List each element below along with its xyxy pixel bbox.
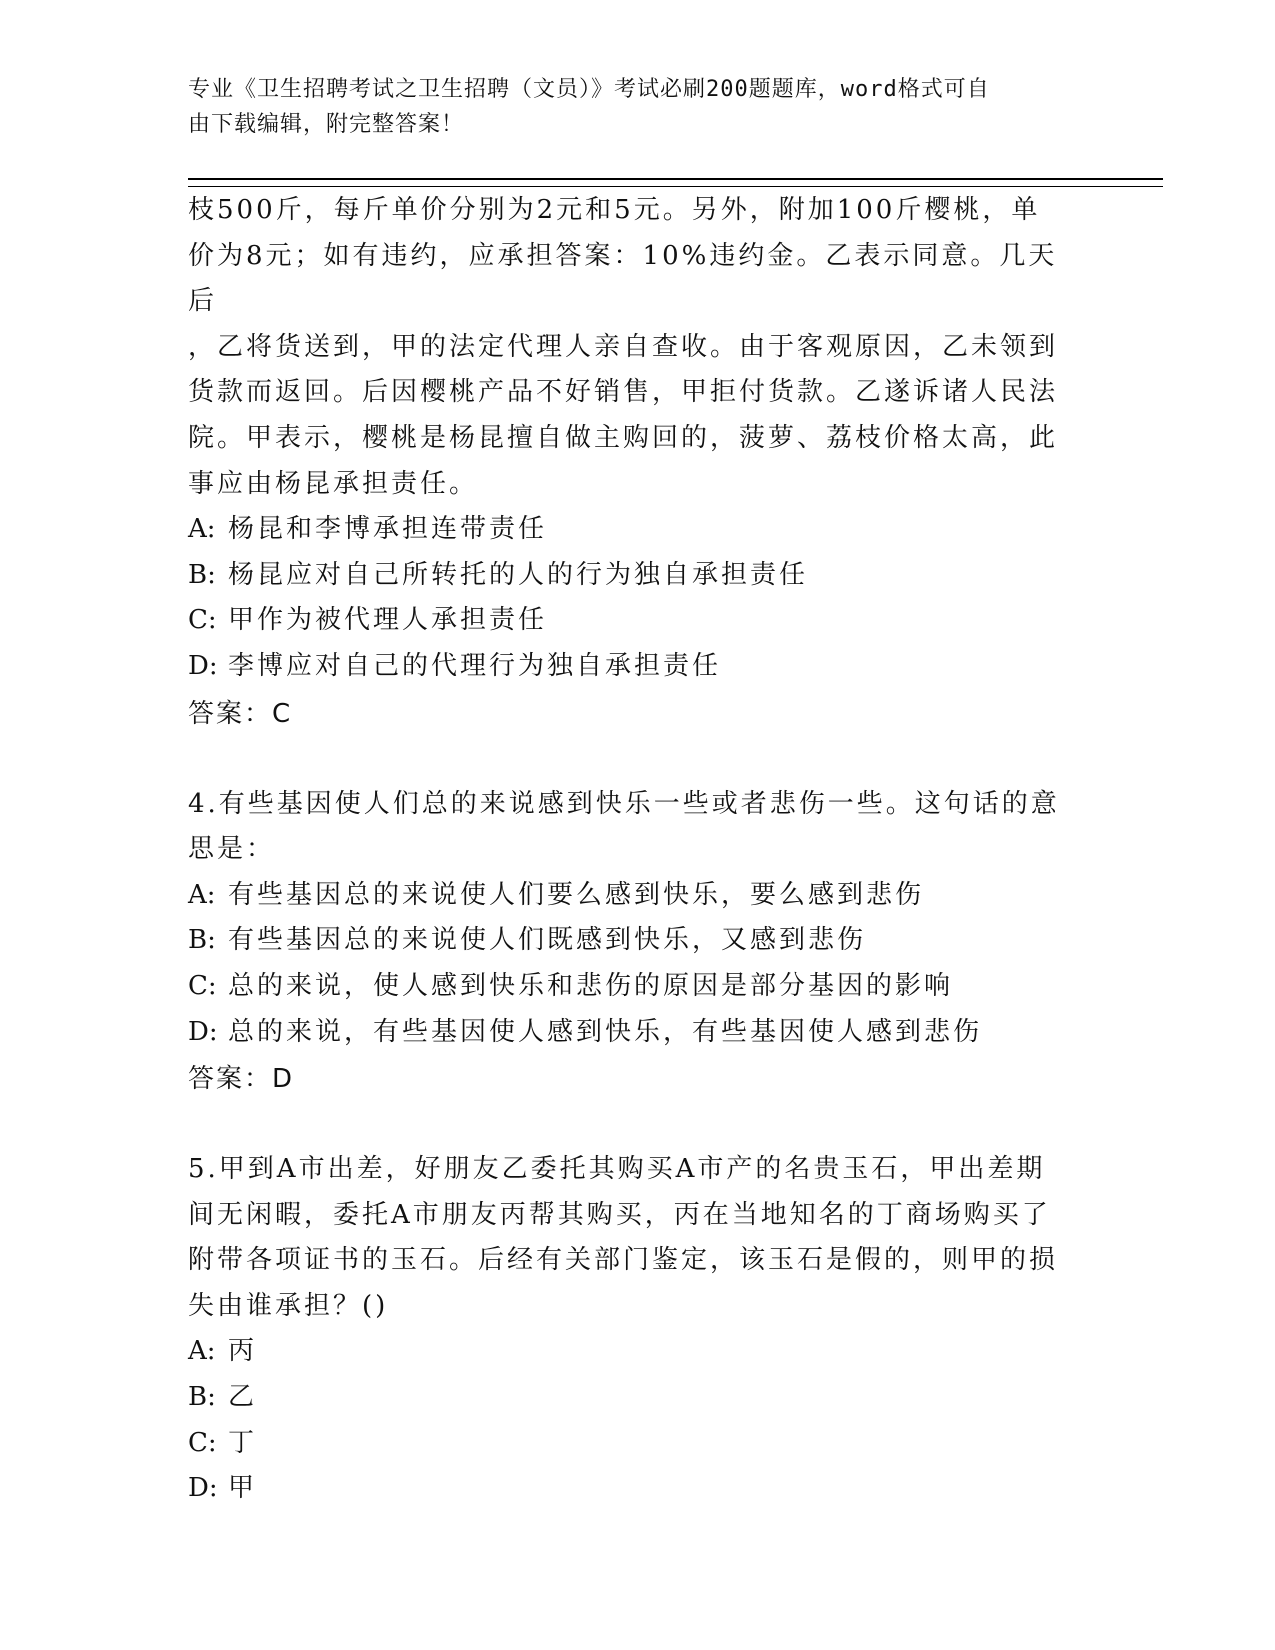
option-text: 有些基因总的来说使人们既感到快乐，又感到悲伤 [228, 925, 867, 956]
option-a [188, 1329, 1068, 1375]
option-text: 总的来说，使人感到快乐和悲伤的原因是部分基因的影响 [228, 970, 954, 1001]
option-text: 甲作为被代理人承担责任 [228, 605, 548, 636]
option-letter: C: [188, 970, 217, 1001]
answer-line: 答案：D [188, 1064, 295, 1095]
option-c [188, 598, 1068, 644]
option-letter: B: [188, 925, 216, 956]
question-4 [188, 782, 1068, 1104]
question-line: ，乙将货送到，甲的法定代理人亲自查收。由于客观原因，乙未领到 [188, 331, 1059, 362]
option-b [188, 1375, 1068, 1421]
option-letter: A: [188, 879, 216, 910]
option-letter: D: [188, 1016, 218, 1047]
option-letter: B: [188, 1382, 216, 1413]
question-line: 思是： [188, 834, 276, 865]
option-text: 丙 [228, 1336, 258, 1367]
option-c [188, 1421, 1068, 1467]
question-3 [188, 188, 1068, 738]
header-line-1: 专业《卫生招聘考试之卫生招聘（文员）》考试必刷200题题库，word格式可自 [188, 77, 990, 102]
question-line: 枝500斤，每斤单价分别为2元和5元。另外，附加100斤樱桃，单 [188, 195, 1041, 225]
answer-line: 答案：C [188, 698, 293, 729]
option-d [188, 1010, 1068, 1056]
option-letter: D: [188, 650, 218, 681]
question-line: 失由谁承担？() [188, 1290, 389, 1321]
option-text: 总的来说，有些基因使人感到快乐，有些基因使人感到悲伤 [228, 1016, 983, 1047]
option-letter: C: [188, 1427, 217, 1458]
option-text: 乙 [228, 1382, 258, 1413]
question-5 [188, 1147, 1068, 1512]
option-text: 丁 [228, 1427, 258, 1458]
option-b [188, 918, 1068, 964]
document-header [188, 72, 1068, 142]
option-text: 杨昆应对自己所转托的人的行为独自承担责任 [228, 559, 809, 590]
document-body [188, 188, 1068, 1512]
option-letter: D: [188, 1473, 218, 1504]
option-d [188, 644, 1068, 690]
spacer [188, 738, 1068, 782]
question-line: 间无闲暇，委托A市朋友丙帮其购买，丙在当地知名的丁商场购买了 [188, 1199, 1051, 1230]
question-line: 价为8元；如有违约，应承担答案：10%违约金。乙表示同意。几天后 [188, 240, 1058, 317]
option-c [188, 964, 1068, 1010]
question-line: 事应由杨昆承担责任。 [188, 468, 479, 499]
option-text: 甲 [228, 1473, 258, 1504]
header-line-2: 由下载编辑，附完整答案！ [188, 112, 465, 137]
question-line: 附带各项证书的玉石。后经有关部门鉴定，该玉石是假的，则甲的损 [188, 1245, 1059, 1276]
option-a [188, 507, 1068, 553]
option-letter: A: [188, 514, 216, 545]
option-letter: C: [188, 605, 217, 636]
header-divider [188, 178, 1163, 187]
option-a [188, 873, 1068, 919]
option-letter: A: [188, 1336, 216, 1367]
spacer [188, 1103, 1068, 1147]
option-b [188, 553, 1068, 599]
question-line: 院。甲表示，樱桃是杨昆擅自做主购回的，菠萝、荔枝价格太高，此 [188, 422, 1059, 453]
option-text: 李博应对自己的代理行为独自承担责任 [228, 650, 722, 681]
option-text: 有些基因总的来说使人们要么感到快乐，要么感到悲伤 [228, 879, 925, 910]
question-line: 5.甲到A市出差，好朋友乙委托其购买A市产的名贵玉石，甲出差期 [188, 1154, 1046, 1185]
question-line: 货款而返回。后因樱桃产品不好销售，甲拒付货款。乙遂诉诸人民法 [188, 377, 1059, 408]
question-line: 4.有些基因使人们总的来说感到快乐一些或者悲伤一些。这句话的意 [188, 788, 1060, 819]
option-text: 杨昆和李博承担连带责任 [228, 514, 548, 545]
option-d [188, 1466, 1068, 1512]
option-letter: B: [188, 559, 216, 590]
